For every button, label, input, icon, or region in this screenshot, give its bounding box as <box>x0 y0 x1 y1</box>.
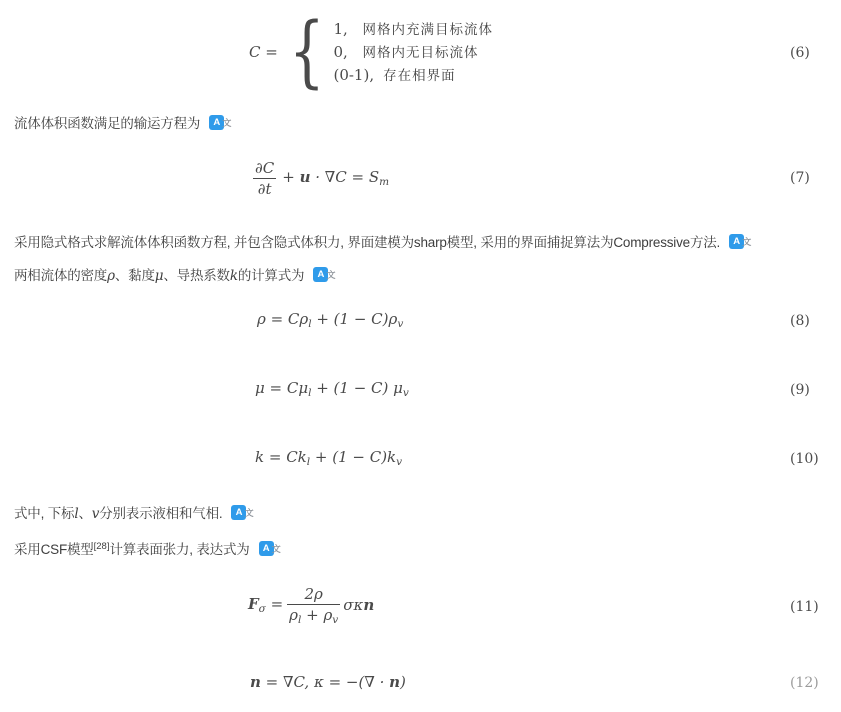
translate-icon-letter: A <box>262 543 270 554</box>
equation-7-rhs <box>282 168 389 188</box>
fraction-denominator: ∂t <box>257 179 272 198</box>
translate-icon-glyph: 文 <box>326 271 336 281</box>
translate-icon-glyph: 文 <box>222 119 232 129</box>
subscript-v: v <box>402 387 409 399</box>
math-text: σκ <box>343 596 364 614</box>
fraction-bar <box>253 178 276 179</box>
velocity-vector: u <box>299 168 311 186</box>
paragraph-text: 、导热系数 <box>163 268 230 283</box>
fraction <box>287 585 340 626</box>
case-label: 网格内充满目标流体 <box>362 21 493 37</box>
case-label: 存在相界面 <box>383 67 456 83</box>
normal-vector: n <box>250 673 261 691</box>
translate-icon-letter: A <box>733 236 740 247</box>
paragraph-text: 计算表面张力, 表达式为 <box>109 542 250 557</box>
math-text: k = Ck <box>255 448 307 466</box>
math-text: μ = Cμ <box>255 379 309 397</box>
translate-icon[interactable] <box>729 234 752 249</box>
equation-9 <box>255 379 409 399</box>
equation-6-lhs: C = <box>249 43 278 61</box>
translate-icon[interactable] <box>259 541 281 556</box>
translate-icon-glyph: 文 <box>742 238 752 248</box>
case-row <box>333 18 493 41</box>
citation-ref[interactable]: [28] <box>93 541 110 552</box>
translate-icon-letter: A <box>213 117 221 128</box>
paragraph-text: 采用CSF模型 <box>14 542 94 557</box>
paragraph-implicit-scheme <box>14 233 752 252</box>
equation-10-body <box>255 448 402 468</box>
translate-icon[interactable] <box>231 505 254 520</box>
paragraph-text: 采用隐式格式求解流体体积函数方程, 并包含隐式体积力, 界面建模为sharp模型, 采用的界面捕捉算法为Compressive方法. <box>14 235 721 250</box>
fraction-numerator: ∂C <box>255 158 275 177</box>
equation-11-lhs <box>248 595 283 615</box>
left-brace: { <box>288 7 325 97</box>
force-vector: F <box>248 595 259 613</box>
equation-number-11: (11) <box>790 599 819 615</box>
equation-11 <box>248 581 374 629</box>
subscript-l: l <box>298 613 302 626</box>
equation-number-6: (6) <box>790 45 810 61</box>
paragraph-csf-model <box>14 537 281 559</box>
case-value: (0-1), <box>333 65 375 84</box>
equation-11-rhs <box>343 596 374 614</box>
symbol-mu: μ <box>154 268 164 284</box>
equation-number-9: (9) <box>790 382 810 398</box>
case-row <box>333 64 493 87</box>
subscript-sigma: σ <box>258 603 266 615</box>
normal-vector: n <box>389 673 401 691</box>
translate-icon-glyph: 文 <box>244 509 254 519</box>
case-label: 网格内无目标流体 <box>362 44 479 60</box>
paragraph-properties <box>14 266 336 286</box>
equation-8 <box>257 310 403 330</box>
fraction <box>253 159 276 198</box>
paragraph-subscripts <box>14 504 254 524</box>
equation-6-cases <box>333 18 493 87</box>
subscript-v: v <box>396 456 403 468</box>
symbol-rho: ρ <box>107 268 115 284</box>
equation-9-body <box>255 379 409 399</box>
equation-12-body <box>250 673 406 691</box>
subscript-l: l <box>308 387 312 399</box>
subscript-v: v <box>332 613 339 626</box>
subscript-l: l <box>306 456 311 468</box>
math-text: ρ = Cρ <box>257 310 309 328</box>
case-value: 0, <box>333 42 348 61</box>
normal-vector: n <box>363 596 375 614</box>
equation-number-8: (8) <box>790 313 810 329</box>
math-text: + (1 − C) μ <box>311 379 403 397</box>
equals-sign: = <box>265 595 284 613</box>
symbol-v: v <box>91 506 100 522</box>
math-text: = ∇C, κ = −(∇ · <box>260 673 390 691</box>
paragraph-text: 两相流体的密度 <box>14 268 108 283</box>
equation-7 <box>253 155 389 201</box>
fraction-bar <box>287 604 340 605</box>
paragraph-text: 、 <box>78 506 92 521</box>
paragraph-text: 流体体积函数满足的输运方程为 <box>14 116 201 131</box>
equation-6 <box>249 7 493 97</box>
translate-icon[interactable] <box>313 267 336 282</box>
math-text: + ρ <box>301 605 333 624</box>
fraction-numerator: 2ρ <box>304 584 323 603</box>
math-text: ρ <box>289 605 298 624</box>
case-row <box>333 41 493 64</box>
math-text: + (1 − C)ρ <box>311 310 398 328</box>
equation-number-12: (12) <box>790 675 819 691</box>
equation-number-7: (7) <box>790 170 810 186</box>
translate-icon[interactable] <box>209 115 232 130</box>
equation-10 <box>255 448 402 468</box>
translate-icon-glyph: 文 <box>271 545 281 555</box>
translate-icon-letter: A <box>235 507 243 518</box>
translate-icon-letter: A <box>317 269 325 280</box>
equation-12 <box>250 671 406 693</box>
equation-7-terms: · ∇C = S <box>310 168 380 186</box>
paragraph-text: 式中, 下标 <box>14 506 75 521</box>
symbol-l: l <box>74 506 79 522</box>
plus-sign: + <box>282 168 300 186</box>
subscript-m: m <box>379 176 390 188</box>
equation-number-10: (10) <box>790 451 819 467</box>
paragraph-text: 分别表示液相和气相. <box>99 506 223 521</box>
fraction-denominator <box>287 606 340 626</box>
subscript-l: l <box>308 318 312 330</box>
symbol-k: k <box>229 268 238 284</box>
equation-8-body <box>257 310 403 330</box>
math-text: ) <box>400 673 406 691</box>
subscript-v: v <box>397 318 404 330</box>
paragraph-transport-eq <box>14 114 232 133</box>
math-text: + (1 − C)k <box>310 448 397 466</box>
paragraph-text: 、黏度 <box>114 268 155 283</box>
paragraph-text: 的计算式为 <box>237 268 305 283</box>
case-value: 1, <box>333 19 348 38</box>
